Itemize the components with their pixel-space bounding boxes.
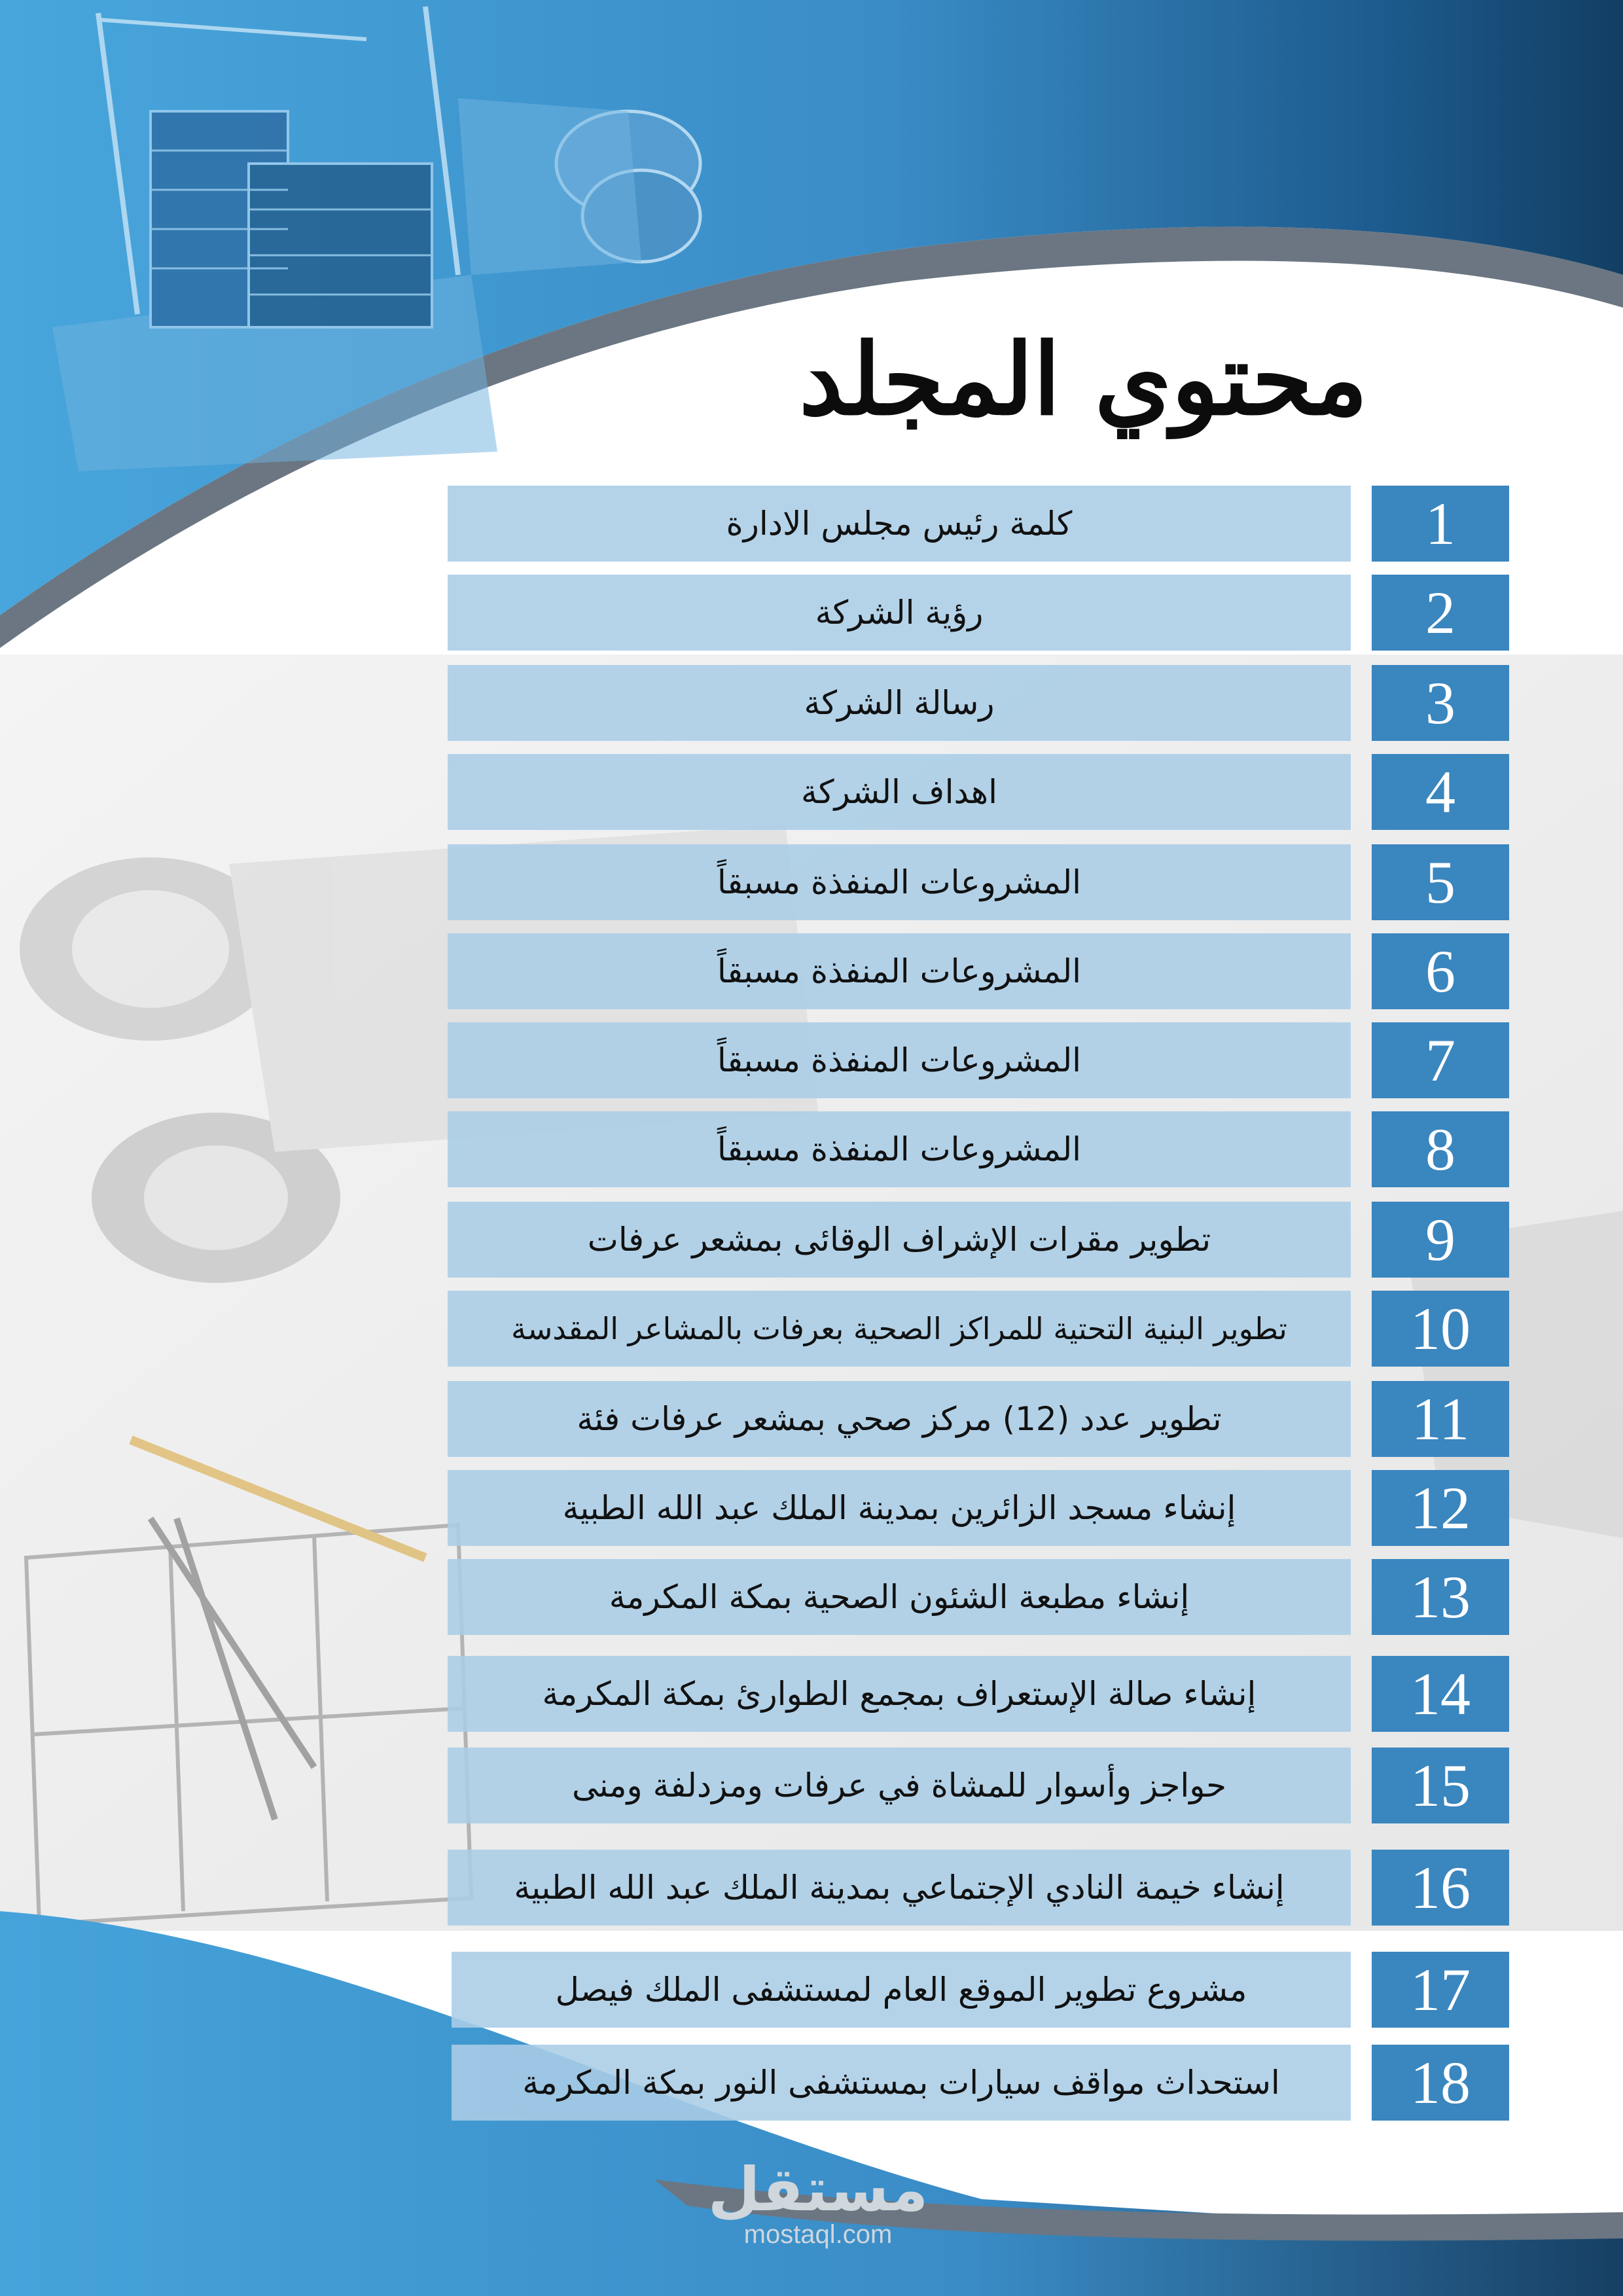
- toc-label: تطوير مقرات الإشراف الوقائى بمشعر عرفات: [448, 1202, 1351, 1278]
- toc-number: 2: [1372, 575, 1509, 651]
- toc-label: المشروعات المنفذة مسبقاً: [448, 1111, 1351, 1187]
- toc-label: كلمة رئيس مجلس الادارة: [448, 486, 1351, 562]
- toc-label: إنشاء صالة الإستعراف بمجمع الطوارئ بمكة المكرمة: [448, 1656, 1351, 1732]
- toc-label: المشروعات المنفذة مسبقاً: [448, 1022, 1351, 1098]
- page-title: محتوي المجلد: [799, 322, 1368, 437]
- toc-label: إنشاء خيمة النادي الإجتماعي بمدينة الملك عبد الله الطبية: [448, 1850, 1351, 1926]
- toc-number: 7: [1372, 1022, 1509, 1098]
- toc-number: 9: [1372, 1202, 1509, 1278]
- watermark-latin: mostaql.com: [743, 2220, 893, 2249]
- toc-number: 14: [1372, 1656, 1509, 1732]
- toc-number: 16: [1372, 1850, 1509, 1926]
- toc-label: رسالة الشركة: [448, 665, 1351, 741]
- toc-number: 18: [1372, 2045, 1509, 2121]
- toc-label: تطوير البنية التحتية للمراكز الصحية بعرفات بالمشاعر المقدسة: [448, 1291, 1351, 1367]
- toc-number: 3: [1372, 665, 1509, 741]
- toc-label: اهداف الشركة: [448, 754, 1351, 830]
- toc-label: المشروعات المنفذة مسبقاً: [448, 844, 1351, 920]
- toc-label: مشروع تطوير الموقع العام لمستشفى الملك فيصل: [452, 1952, 1351, 2028]
- toc-number: 1: [1372, 486, 1509, 562]
- toc-number: 10: [1372, 1291, 1509, 1367]
- watermark-arabic: مستقل: [707, 2155, 929, 2225]
- toc-number: 4: [1372, 754, 1509, 830]
- toc-number: 12: [1372, 1470, 1509, 1546]
- toc-label: إنشاء مسجد الزائرين بمدينة الملك عبد الله الطبية: [448, 1470, 1351, 1546]
- toc-label: المشروعات المنفذة مسبقاً: [448, 933, 1351, 1009]
- toc-label: حواجز وأسوار للمشاة في عرفات ومزدلفة ومنى: [448, 1748, 1351, 1823]
- toc-number: 15: [1372, 1748, 1509, 1823]
- toc-number: 8: [1372, 1111, 1509, 1187]
- watermark-logo: [654, 2155, 982, 2249]
- toc-number: 5: [1372, 844, 1509, 920]
- toc-label: رؤية الشركة: [448, 575, 1351, 651]
- toc-number: 11: [1372, 1381, 1509, 1457]
- toc-label: إنشاء مطبعة الشئون الصحية بمكة المكرمة: [448, 1559, 1351, 1635]
- toc-number: 6: [1372, 933, 1509, 1009]
- toc-number: 13: [1372, 1559, 1509, 1635]
- toc-number: 17: [1372, 1952, 1509, 2028]
- toc-label: استحداث مواقف سيارات بمستشفى النور بمكة المكرمة: [452, 2045, 1351, 2121]
- toc-label: تطوير عدد (12) مركز صحي بمشعر عرفات فئة: [448, 1381, 1351, 1457]
